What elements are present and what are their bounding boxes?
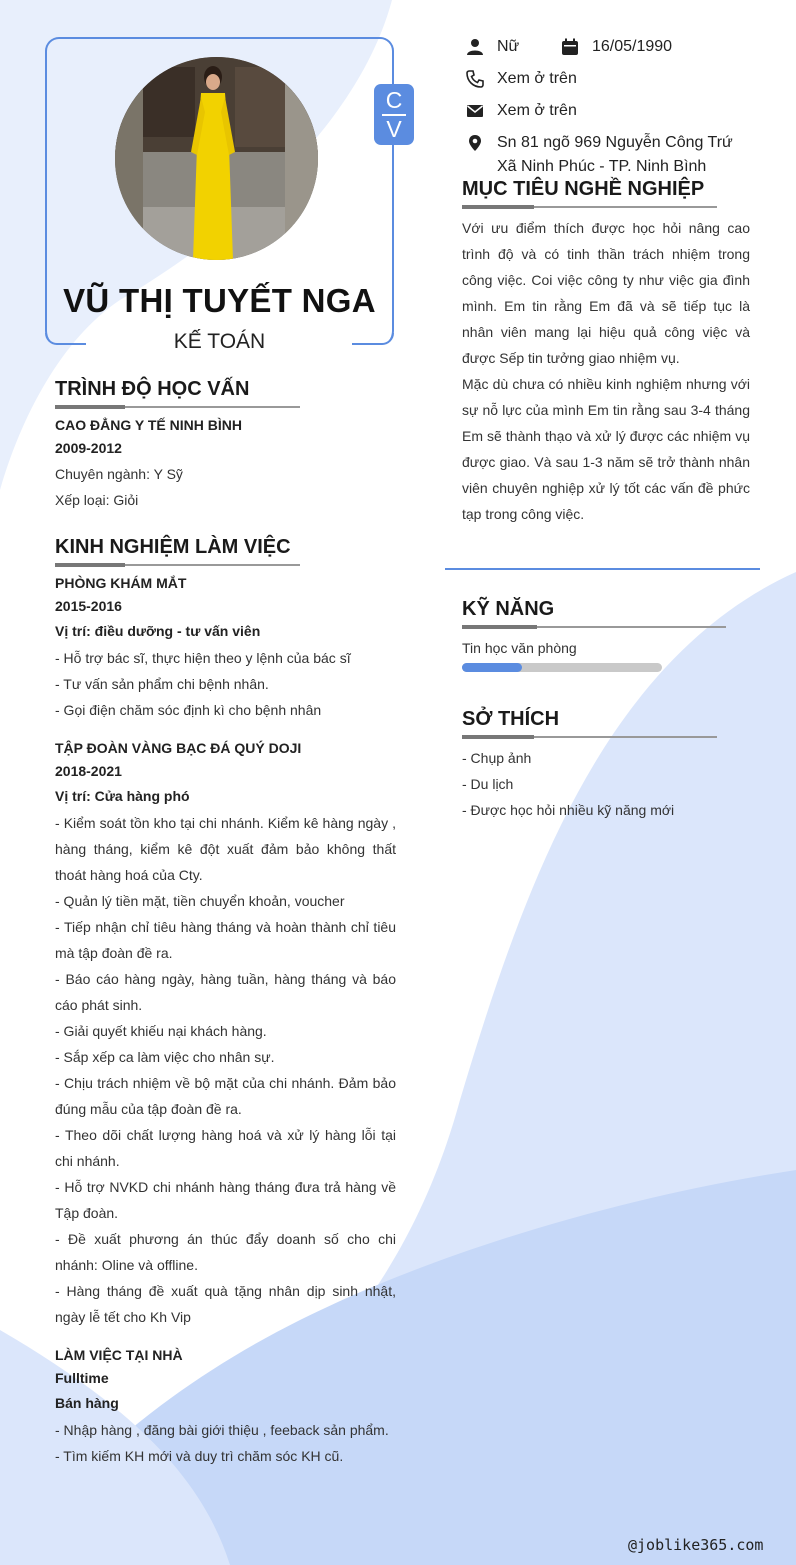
education-school: CAO ĐẲNG Y TẾ NINH BÌNH: [55, 417, 242, 433]
map-pin-icon: [466, 134, 484, 152]
job-duty: - Tư vấn sản phẩm chi bệnh nhân.: [55, 676, 269, 692]
hobby-item: - Du lịch: [462, 776, 514, 792]
email-row: [466, 102, 577, 123]
calendar-icon: [561, 38, 579, 56]
user-icon: [466, 38, 484, 56]
skill-bar-fill: [462, 663, 522, 672]
job-position: Vị trí: Cửa hàng phó: [55, 788, 190, 804]
hobby-item: - Chụp ảnh: [462, 750, 532, 766]
job-duty: - Tìm kiếm KH mới và duy trì chăm sóc KH cũ.: [55, 1448, 344, 1464]
job-duty: - Quản lý tiền mặt, tiền chuyển khoản, voucher: [55, 893, 345, 909]
job-years: Fulltime: [55, 1370, 109, 1386]
skill-bar: [462, 663, 662, 672]
gender-value: Nữ: [497, 38, 520, 55]
address-row: [466, 134, 766, 175]
phone-value: Xem ở trên: [497, 70, 577, 87]
gender-row: [466, 38, 520, 59]
objective-title: MỤC TIÊU NGHỀ NGHIỆP: [462, 178, 705, 200]
education-title: TRÌNH ĐỘ HỌC VẤN: [55, 378, 250, 400]
job-years: 2015-2016: [55, 598, 122, 614]
job-duty: - Báo cáo hàng ngày, hàng tuần, hàng tháng và báo cáo phát sinh.: [55, 971, 396, 1013]
job-duty: - Hỗ trợ NVKD chi nhánh hàng tháng đưa trả hàng về Tập đoàn.: [55, 1179, 396, 1221]
job-company: PHÒNG KHÁM MẮT: [55, 575, 187, 591]
job-company: TẬP ĐOÀN VÀNG BẠC ĐÁ QUÝ DOJI: [55, 740, 302, 756]
job-duty: - Gọi điện chăm sóc định kì cho bệnh nhân: [55, 702, 322, 718]
education-major: Chuyên ngành: Y Sỹ: [55, 466, 183, 482]
birthdate-row: [561, 38, 673, 59]
education-grade: Xếp loại: Giỏi: [55, 492, 139, 508]
candidate-role: KẾ TOÁN: [173, 330, 266, 353]
job-duty: - Kiểm soát tồn kho tại chi nhánh. Kiểm kê hàng ngày , hàng tháng, kiểm kê đột xuất đảm bảo không thất thoát hàng hoá của Cty.: [55, 815, 396, 883]
address-line1: Sn 81 ngõ 969 Nguyễn Công Trứ: [497, 134, 733, 151]
objective-paragraph-1: Với ưu điểm thích được học hỏi nâng cao trình độ và có tinh thần trách nhiệm trong công việc. Coi việc công ty như việc gia đình mình. Em tin rằng Em đã và sẽ tiếp tục là nhân viên mang lại hiệu quả công việc và được Sếp tin tưởng giao nhiệm vụ.: [462, 220, 750, 366]
phone-row: [466, 70, 577, 91]
avatar: [115, 57, 318, 260]
job-duty: - Chịu trách nhiệm về bộ mặt của chi nhánh. Đảm bảo đúng mẫu của tập đoàn đề ra.: [55, 1075, 396, 1117]
skill-name: Tin học văn phòng: [462, 640, 577, 656]
experience-title: KINH NGHIỆM LÀM VIỆC: [55, 536, 291, 558]
job-duty: - Theo dõi chất lượng hàng hoá và xử lý hàng lỗi tại chi nhánh.: [55, 1127, 396, 1169]
hobby-item: - Được học hỏi nhiều kỹ năng mới: [462, 802, 675, 818]
email-value: Xem ở trên: [497, 102, 577, 119]
job-duty: - Hàng tháng đề xuất quà tặng nhân dịp sinh nhật, ngày lễ tết cho Kh Vip: [55, 1283, 396, 1325]
job-years: 2018-2021: [55, 763, 122, 779]
phone-icon: [466, 70, 484, 88]
section-divider: [445, 568, 760, 570]
skills-title: KỸ NĂNG: [462, 598, 555, 620]
job-duty: - Hỗ trợ bác sĩ, thực hiện theo y lệnh của bác sĩ: [55, 650, 351, 666]
envelope-icon: [466, 102, 484, 120]
education-years: 2009-2012: [55, 440, 122, 456]
watermark: @joblike365.com: [628, 1536, 764, 1554]
birthdate-value: 16/05/1990: [592, 38, 673, 55]
job-duty: - Sắp xếp ca làm việc cho nhân sự.: [55, 1049, 275, 1065]
job-duty: - Đề xuất phương án thúc đẩy doanh số cho chi nhánh: Oline và offline.: [55, 1231, 396, 1273]
candidate-name: VŨ THỊ TUYẾT NGA: [63, 282, 376, 319]
cv-badge: C V: [374, 84, 414, 145]
job-position: Vị trí: điều dưỡng - tư vấn viên: [55, 623, 261, 639]
address-line2: Xã Ninh Phúc - TP. Ninh Bình: [497, 158, 707, 175]
job-position: Bán hàng: [55, 1395, 119, 1411]
job-duty: - Giải quyết khiếu nại khách hàng.: [55, 1023, 267, 1039]
job-company: LÀM VIỆC TẠI NHÀ: [55, 1347, 183, 1363]
objective-paragraph-2: Mặc dù chưa có nhiều kinh nghiệm nhưng với sự nỗ lực của mình Em tin rằng sau 3-4 tháng Em sẽ thành thạo và xử lý được các nhiệm vụ được giao. Và sau 1-3 năm sẽ trở thành nhân viên chuyên nghiệp xử lý tốt các vấn đề phức tạp trong công việc.: [462, 376, 750, 522]
job-duty: - Tiếp nhận chỉ tiêu hàng tháng và hoàn thành chỉ tiêu mà tập đoàn đề ra.: [55, 919, 396, 961]
job-duty: - Nhập hàng , đăng bài giới thiệu , feeback sản phẩm.: [55, 1422, 389, 1438]
hobbies-title: SỞ THÍCH: [462, 708, 560, 730]
